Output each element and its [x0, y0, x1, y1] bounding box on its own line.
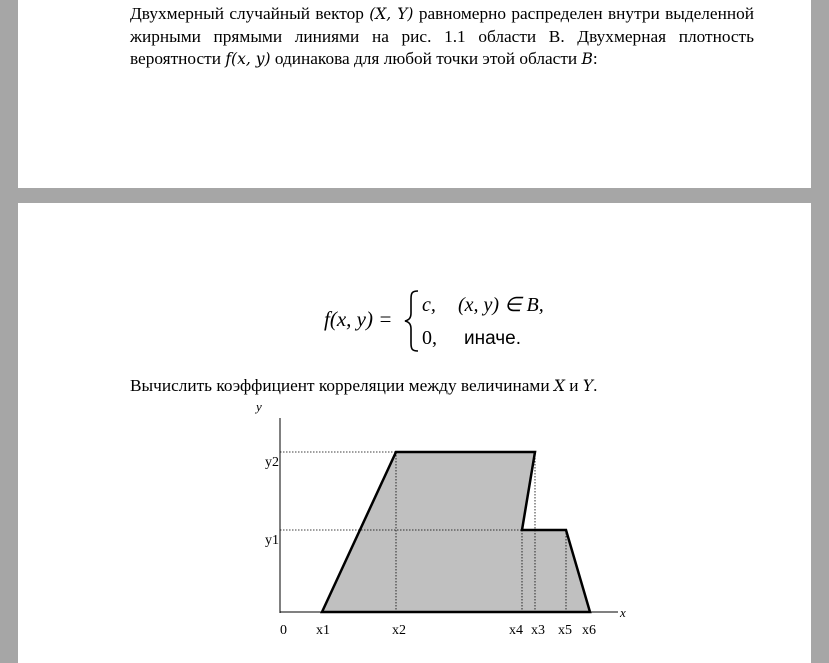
- var-y: Y: [582, 377, 594, 395]
- case1-value: c,: [422, 294, 436, 316]
- task-period: .: [593, 376, 598, 395]
- task-text: Вычислить коэффициент корреляции между величинами: [130, 376, 550, 395]
- x-axis-label: x: [620, 605, 626, 620]
- x1-label: x1: [316, 623, 330, 638]
- page-1: [18, 0, 811, 188]
- y-axis-label: y: [256, 399, 262, 414]
- page-2: [18, 203, 811, 663]
- region-b: B: [581, 50, 593, 68]
- problem-text-b: равномерно распределен внутри выделенной жирными прямыми линиями на рис. 1.1 области В. Двухмерная плотность вероятности: [130, 4, 754, 68]
- region-figure: [18, 203, 811, 649]
- case2-condition: иначе.: [464, 328, 521, 349]
- x5-label: x5: [558, 623, 572, 638]
- colon: :: [592, 49, 598, 68]
- problem-text-c: одинакова для любой точки этой области: [274, 49, 578, 68]
- density-fxy: f(x, y): [225, 50, 271, 68]
- task-and: и: [569, 376, 579, 395]
- problem-statement: [130, 3, 754, 71]
- y1-label: y1: [265, 533, 279, 548]
- y2-label: y2: [265, 455, 279, 470]
- x4-label: x4: [509, 623, 523, 638]
- case2-value: 0,: [422, 327, 437, 349]
- region-b-polygon: [322, 452, 590, 612]
- vector-xy: (X, Y): [369, 5, 414, 23]
- problem-text-a: Двухмерный случайный вектор: [130, 4, 364, 23]
- case1-condition: (x, y) ∈ B,: [458, 294, 544, 316]
- x6-label: x6: [582, 623, 596, 638]
- var-x: X: [553, 377, 565, 395]
- origin-label: 0: [280, 623, 287, 638]
- formula-lhs: f(x, y) =: [324, 307, 393, 331]
- x2-label: x2: [392, 623, 406, 638]
- x3-label: x3: [531, 623, 545, 638]
